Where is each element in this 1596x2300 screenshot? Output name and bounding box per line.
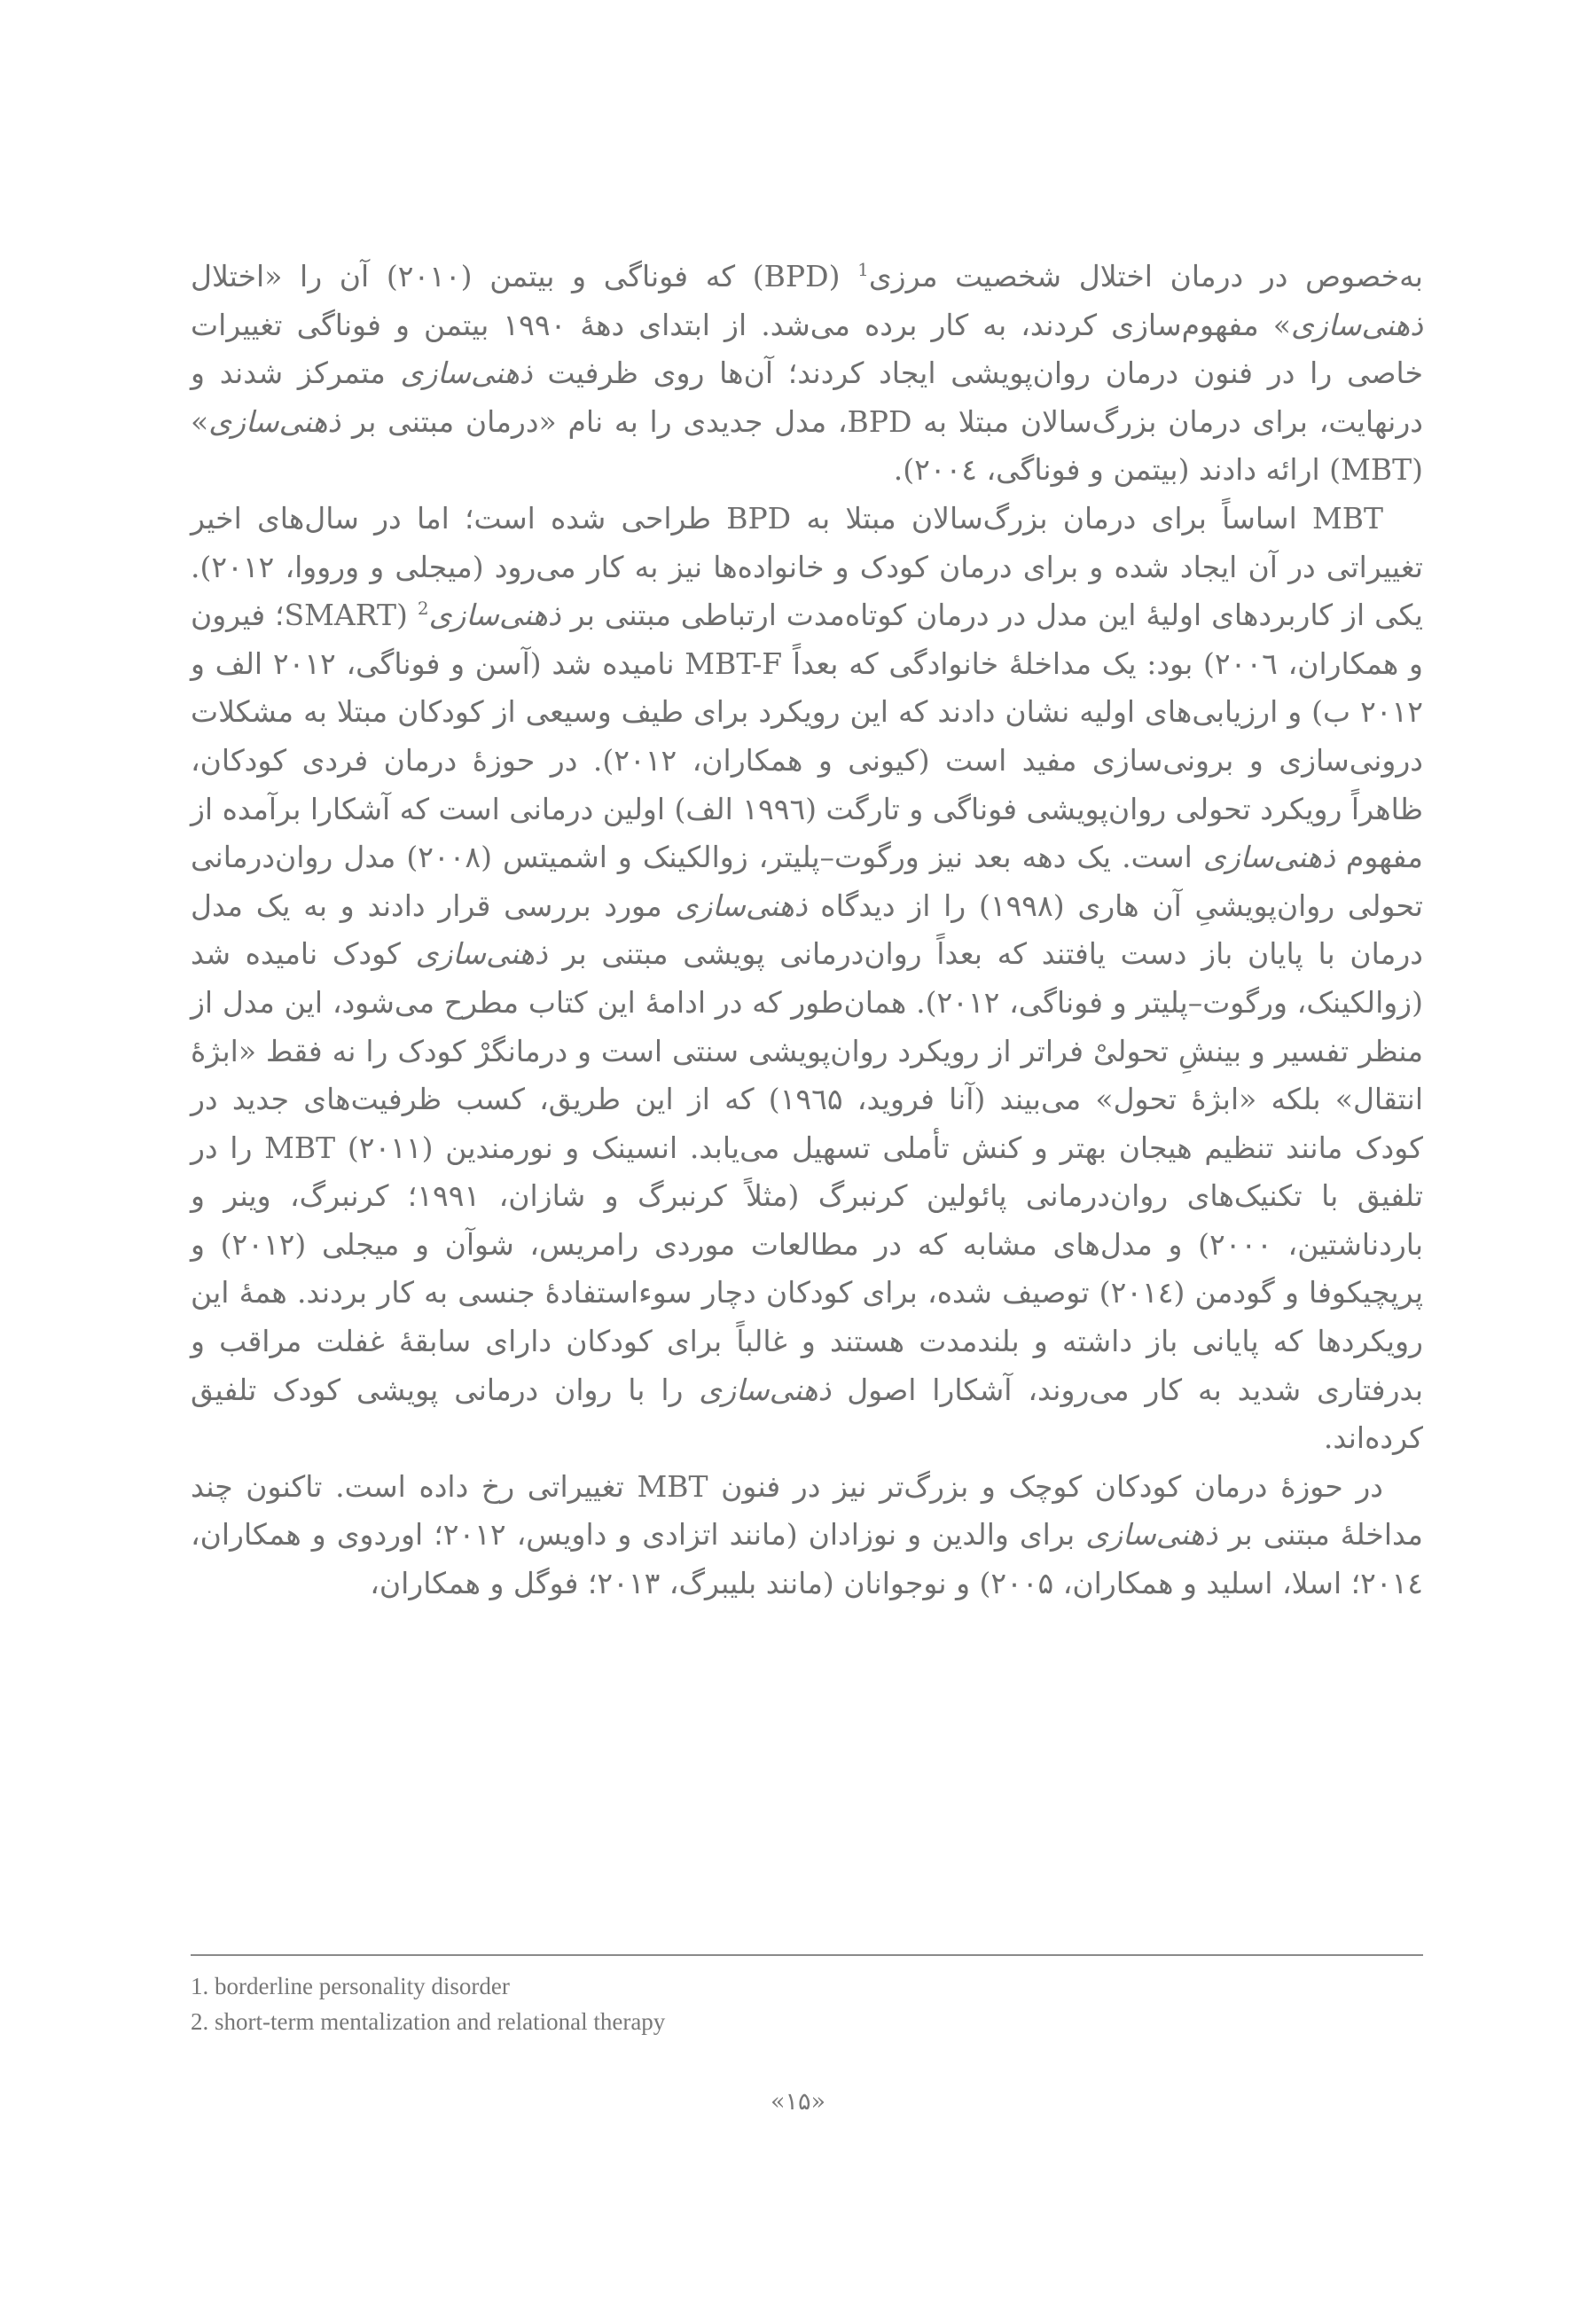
text-run: (BPD) که فوناگی و بیتمن (۲۰۱۰) آن را «اختلال — [191, 259, 858, 293]
text-run: را با روان درمانی پویشی کودک تلفیق کرده‌اند. — [191, 1372, 1423, 1456]
emphasized-term: ذهنی‌سازی — [1085, 1517, 1218, 1553]
footnote-marker: 2 — [417, 598, 429, 620]
emphasized-term: ذهنی‌سازی — [400, 356, 533, 391]
footnote-2: 2. short-term mentalization and relational therapy — [191, 2008, 666, 2035]
text-run: مورد بررسی قرار دادند و به یک مدل درمان با پایان باز دست یافتند که بعداً روان‌درمانی پویشی مبتنی بر — [191, 888, 1423, 972]
emphasized-term: ذهنی‌سازی — [1202, 840, 1335, 875]
footnotes — [191, 1968, 1423, 2039]
text-run: کودک نامیده شد (زوالکینک، ورگوت–پلیتر و فوناگی، ۲۰۱۲). همان‌طور که در ادامۀ این کتاب مطرح می‌شود، این مدل از منظر تفسیر و بینشِ تحولیْ فراتر از رویکرد روان‌پویشی سنتی است و درمانگرْ کودک را نه فقط «ابژۀ انتقال» بلکه «ابژۀ تحول» می‌بیند (آنا فروید، ۱۹٦۵) که از این طریق، کسب ظرفیت‌های جدید در کودک مانند تنظیم هیجان بهتر و کنش تأملی تسهیل می‌یابد. انسینک و نورمندین (۲۰۱۱) MBT را در تلفیق با تکنیک‌های روان‌درمانی پائولین کرنبرگ (مثلاً کرنبرگ و شازان، ۱۹۹۱؛ کرنبرگ، وینر و باردناشتین، ۲۰۰۰) و مدل‌های مشابه که در مطالعات موردی رامریس، شوآن و میجلی (۲۰۱۲) و پرپچیکوفا و گودمن (۲۰۱٤) توصیف شده، برای کودکان دچار سوءاستفادۀ جنسی به کار بردند. همۀ این رویکردها که پایانی باز داشته و بلندمدت هستند و غالباً برای کودکان دارای سابقۀ غفلت مراقب و بدرفتاری شدید به کار می‌روند، آشکارا اصول — [191, 936, 1424, 1407]
text-run: (SMART؛ فیرون و همکاران، ۲۰۰٦) بود: یک مداخلۀ خانوادگی که بعداً MBT-F نامیده شد (آسن و فوناگی، ۲۰۱۲ الف و ۲۰۱۲ ب) و ارزیابی‌های اولیه نشان دادند که این رویکرد برای طیف وسیعی از کودکان مبتلا به مشکلات درونی‌سازی و برونی‌سازی مفید است (کیونی و همکاران، ۲۰۱۲). در حوزۀ درمان فردی کودکان، ظاهراً رویکرد تحولی روان‌پویشی فوناگی و تارگت (۱۹۹٦ الف) اولین درمانی است که آشکارا برآمده از مفهوم — [191, 598, 1423, 875]
footnote-separator — [191, 1954, 1423, 1956]
footnote-marker: 1 — [857, 259, 869, 280]
emphasized-term: ذهنی‌سازی — [208, 403, 341, 439]
text-run: متمرکز شدند و درنهایت، برای درمان بزرگ‌سالان مبتلا به BPD، مدل جدیدی را به نام «درمان مبتنی بر — [191, 356, 1423, 439]
emphasized-term: ذهنی‌سازی — [415, 936, 548, 972]
page-number: «۱۵» — [770, 2088, 826, 2116]
text-run: در حوزۀ درمان کودکان کوچک و بزرگ‌تر نیز در فنون MBT تغییراتی رخ داده است. تاکنون چند مداخلۀ مبتنی بر — [191, 1468, 1423, 1553]
text-run: است. یک دهه بعد نیز ورگوت–پلیتر، زوالکینک و اشمیتس (۲۰۰۸) مدل روان‌درمانی تحولی روان‌پویشیِ آن هاری (۱۹۹۸) را از دیدگاه — [191, 840, 1423, 923]
text-run: » مفهوم‌سازی کردند، به کار برده می‌شد. از ابتدای دهۀ ۱۹۹۰ بیتمن و فوناگی تغییرات خاصی را در فنون درمان روان‌پویشی ایجاد کردند؛ آن‌ها روی ظرفیت — [191, 307, 1423, 391]
text-run: برای والدین و نوزادان (مانند اتزادی و داویس، ۲۰۱۲؛ اوردوی و همکاران، ۲۰۱٤؛ اسلا، اسلید و همکاران، ۲۰۰۵) و نوجوانان (مانند بلیبرگ، ۲۰۱۳؛ فوگل و همکاران، — [191, 1517, 1423, 1601]
footnote-1: 1. borderline personality disorder — [191, 1973, 510, 1999]
emphasized-term: ذهنی‌سازی — [699, 1372, 832, 1407]
text-run: MBT اساساً برای درمان بزرگ‌سالان مبتلا به BPD طراحی شده است؛ اما در سال‌های اخیر تغییراتی در آن ایجاد شده و برای درمان کودک و خانواده‌ها نیز به کار می‌رود (میجلی و ورووا، ۲۰۱۲). یکی از کاربردهای اولیۀ این مدل در درمان کوتاه‌مدت ارتباطی مبتنی بر — [191, 500, 1423, 633]
paragraph — [191, 253, 1423, 495]
paragraph — [191, 495, 1423, 1463]
emphasized-term: ذهنی‌سازی — [675, 888, 808, 923]
text-run: به‌خصوص در درمان اختلال شخصیت مرزی — [868, 259, 1423, 293]
paragraph — [191, 1463, 1423, 1608]
text-run: » (MBT) ارائه دادند (بیتمن و فوناگی، ۲۰۰٤). — [191, 403, 1423, 488]
emphasized-term: ذهنی‌سازی — [428, 598, 561, 633]
emphasized-term: ذهنی‌سازی — [1290, 307, 1424, 342]
body-text — [191, 253, 1423, 1608]
